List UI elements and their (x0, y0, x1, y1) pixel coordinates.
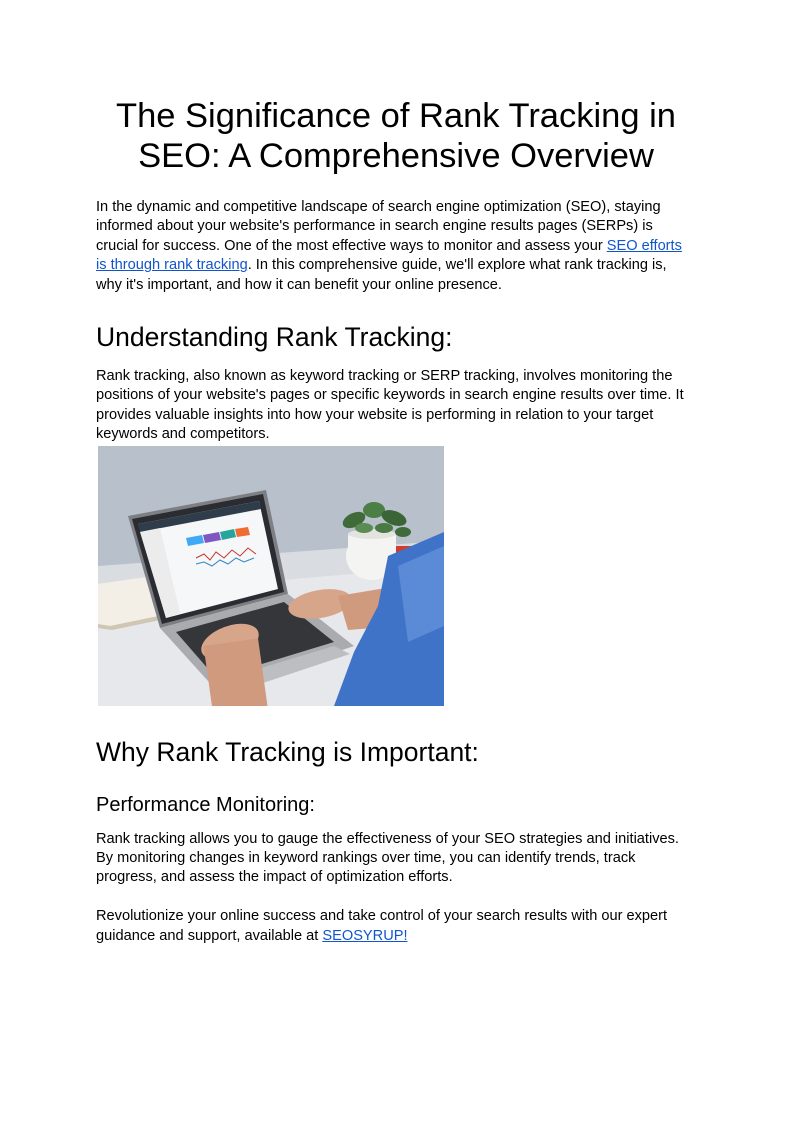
intro-paragraph (96, 198, 696, 295)
cta-paragraph (96, 907, 696, 946)
seosyrup-link[interactable]: SEOSYRUP! (322, 927, 408, 944)
subheading-performance-monitoring: Performance Monitoring: (96, 793, 315, 816)
laptop-photo (98, 446, 444, 706)
document-title: The Significance of Rank Tracking in SEO: A Comprehensive Overview (116, 97, 676, 175)
intro-text-after: . In this comprehensive guide, we'll explore what rank tracking is, why it's important, and how it can benefit your online presence. (96, 257, 667, 293)
section-paragraph-performance: Rank tracking allows you to gauge the effectiveness of your SEO strategies and initiatives. By monitoring changes in keyword rankings over time, you can identify trends, track progress, and assess the impact of optimization efforts. (96, 830, 679, 886)
cta-text: Revolutionize your online success and take control of your search results with our expert guidance and support, available at (96, 908, 668, 944)
section-paragraph-understanding: Rank tracking, also known as keyword tracking or SERP tracking, involves monitoring the positions of your website's pages or specific keywords in search engine results over time. It provides valuable insights into how your website is performing in relation to your target keywords and competitors. (96, 368, 684, 443)
section-heading-why: Why Rank Tracking is Important: (96, 736, 479, 767)
document-page (96, 0, 696, 946)
seo-efforts-link[interactable]: SEO efforts is through rank tracking (96, 237, 682, 274)
intro-text-before: In the dynamic and competitive landscape of search engine optimization (SEO), staying informed about your website's performance in search engine results pages (SERPs) is crucial for success. One of the most effective ways to monitor and assess your (96, 199, 661, 254)
section-heading-understanding: Understanding Rank Tracking: (96, 322, 453, 353)
blank-line (96, 888, 696, 907)
